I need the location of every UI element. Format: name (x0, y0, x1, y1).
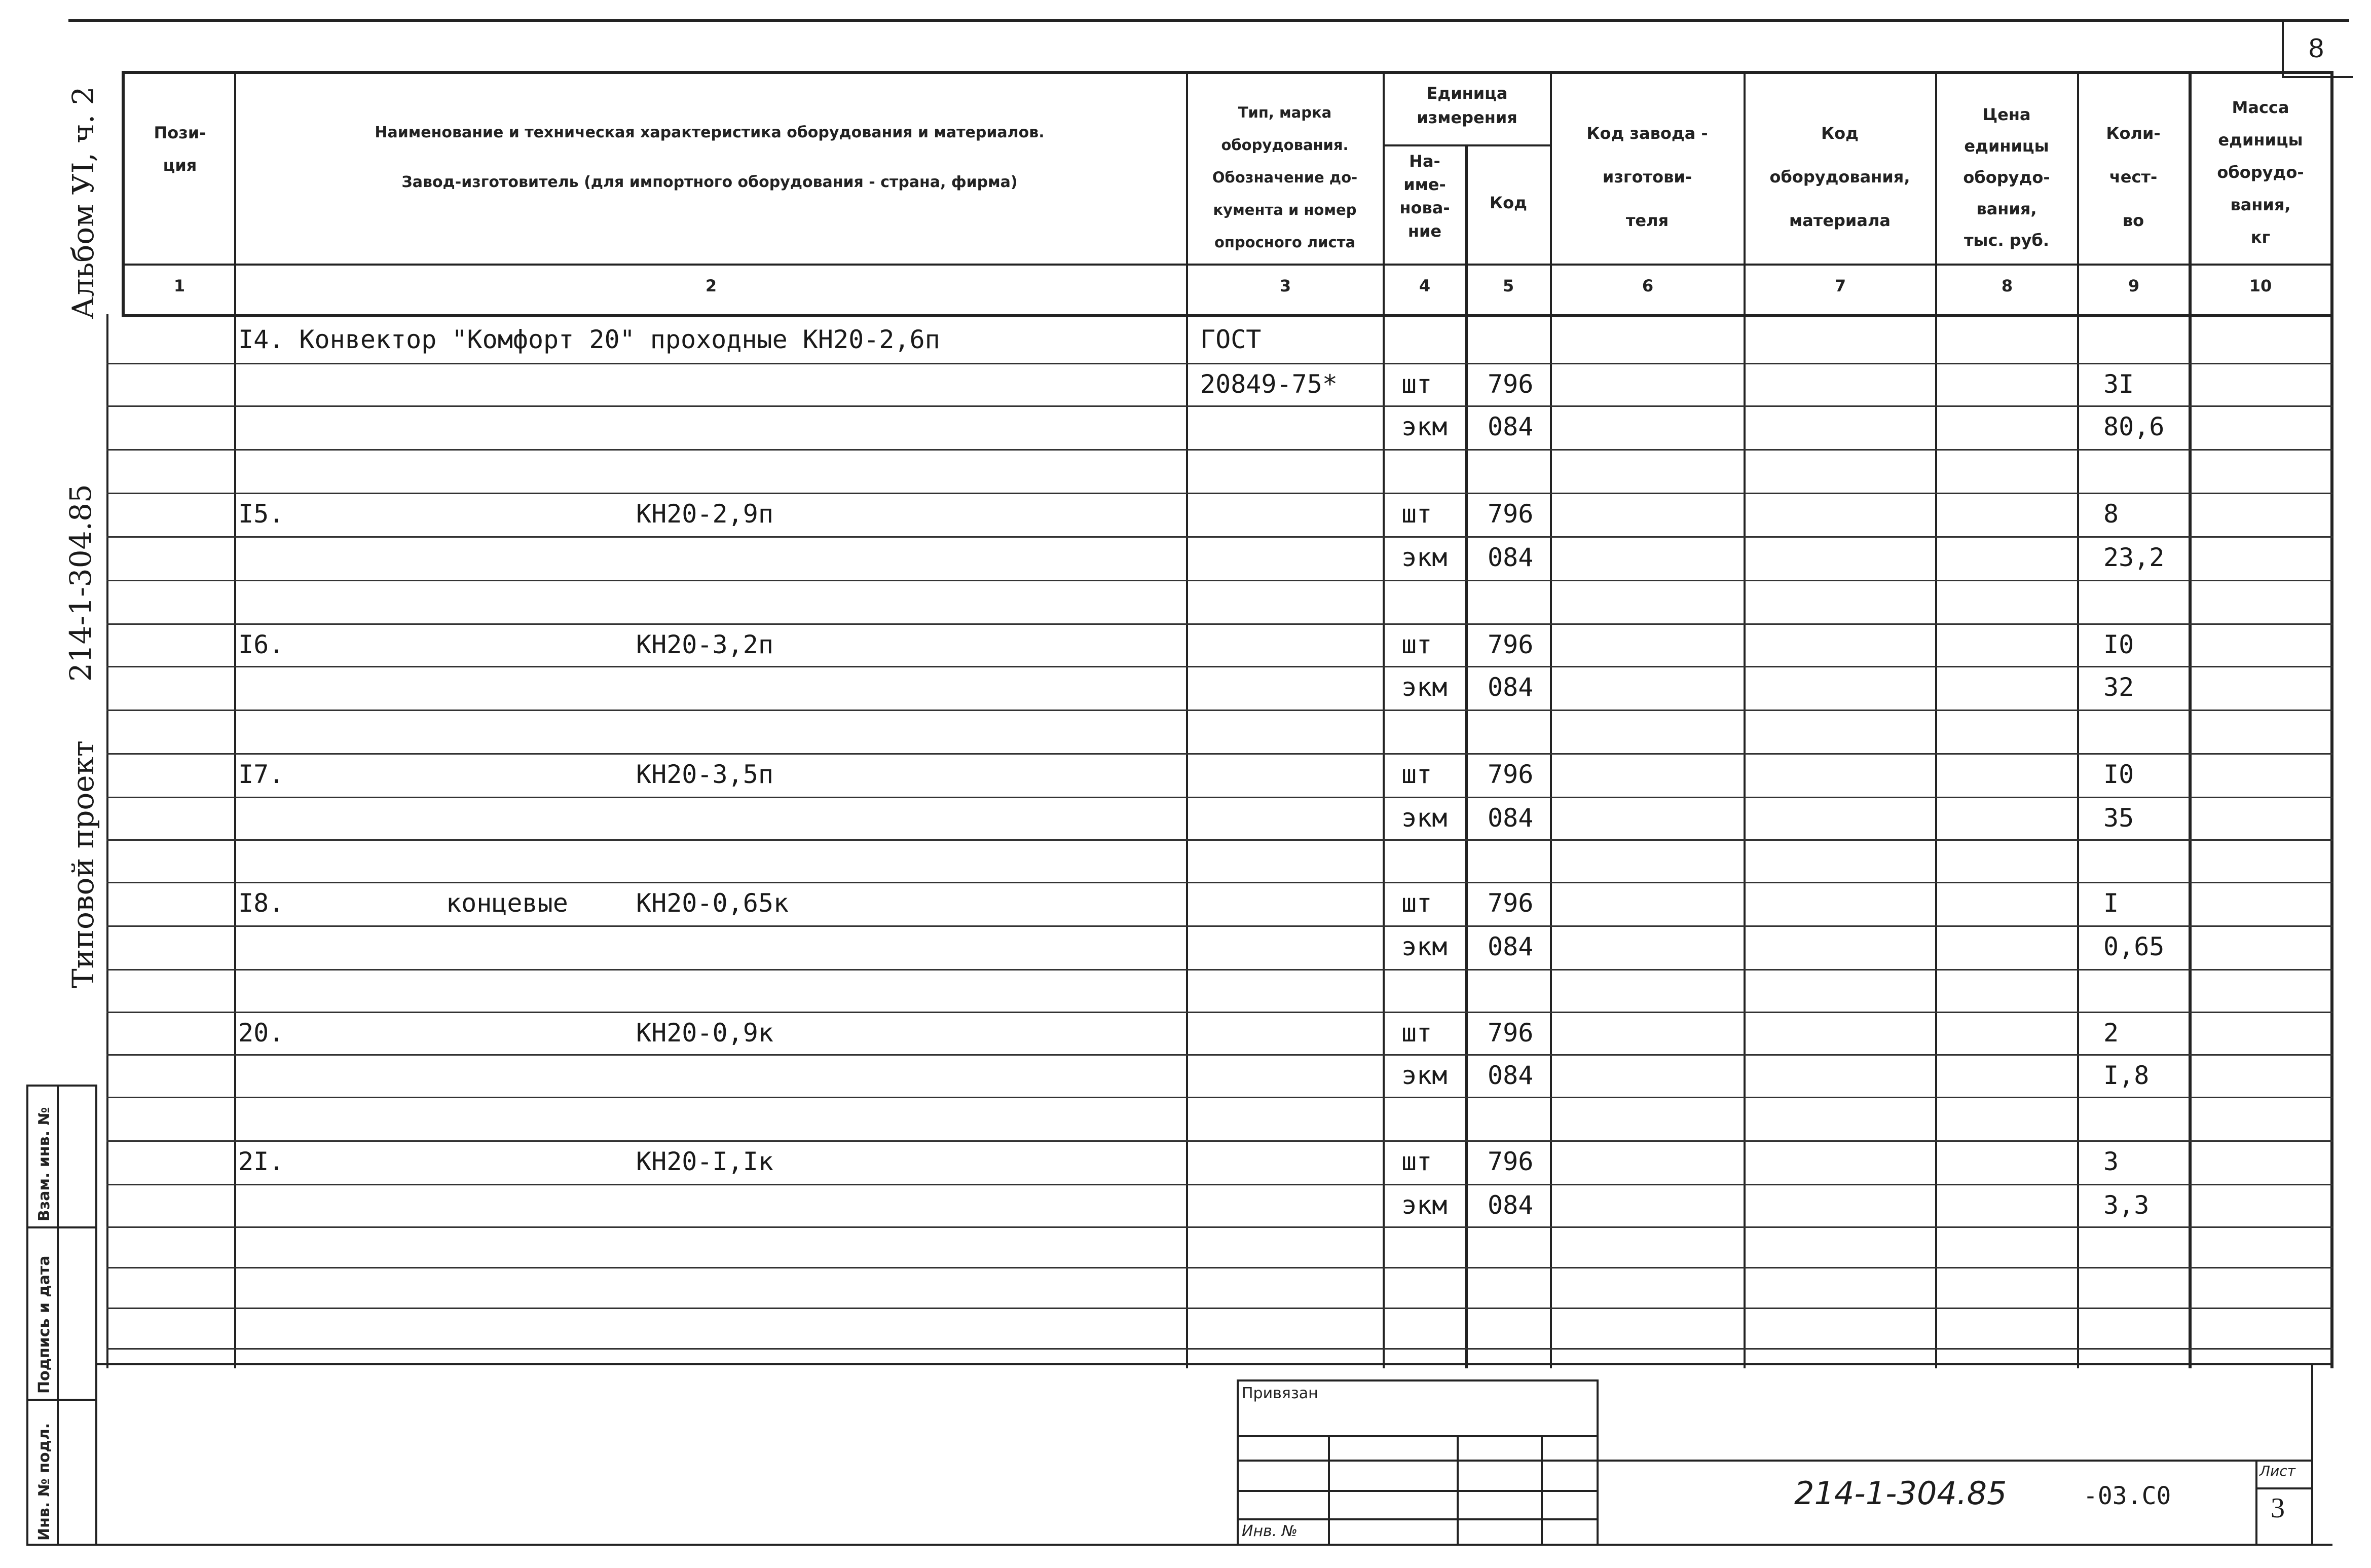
header-factory-code: Код завода - изготови- теля (1586, 124, 1708, 230)
unit-group-line (1383, 144, 1550, 146)
stamp-podpis: Подпись и дата (35, 1255, 53, 1394)
row-unit: шт (1401, 760, 1432, 789)
row-name: I7. (238, 760, 284, 789)
row-line (106, 1226, 2332, 1228)
header-name-line2: Завод-изготовитель (для импортного оборудования - страна, фирма) (401, 173, 1018, 191)
header-unit-code: Код (1490, 193, 1527, 212)
album-label: Альбом УI, ч. 2 (66, 86, 100, 319)
row-type: 20849-75* (1200, 369, 1338, 399)
col-line-7 (1935, 71, 1937, 1368)
row-unit: экм (1401, 1190, 1448, 1220)
tb-right (1597, 1379, 1599, 1546)
row-line (106, 493, 2332, 494)
row-model: КН20-0,65к (636, 888, 789, 918)
row-model: КН20-3,5п (636, 760, 773, 789)
header-name-line1: Наименование и техническая характеристика оборудования и материалов. (375, 124, 1045, 141)
row-line (106, 1140, 2332, 1142)
row-line (106, 1054, 2332, 1056)
list-box-div (2255, 1487, 2312, 1489)
row-code: 084 (1488, 803, 1534, 833)
row-unit: экм (1401, 543, 1448, 572)
row-code: 796 (1488, 369, 1534, 399)
frame-right-bottom (2311, 1363, 2313, 1546)
row-unit: экм (1401, 932, 1448, 961)
row-qty: 3 (2103, 1147, 2119, 1176)
row-unit: шт (1401, 499, 1432, 529)
row-code: 084 (1488, 1190, 1534, 1220)
row-type: ГОСТ (1200, 325, 1262, 354)
row-unit: экм (1401, 412, 1448, 441)
privyazan-label: Привязан (1242, 1385, 1318, 1402)
doc-suffix: -03.C0 (2083, 1482, 2171, 1510)
col-line-5 (1550, 71, 1552, 1368)
row-line (106, 363, 2332, 364)
row-line (106, 1348, 2332, 1350)
row-line (106, 969, 2332, 970)
row-line (106, 839, 2332, 841)
top-frame-line (68, 19, 2349, 22)
row-model: КН20-0,9к (636, 1018, 773, 1048)
row-qty: 80,6 (2103, 412, 2165, 441)
colnum-10: 10 (2249, 276, 2272, 295)
row-qty: 8 (2103, 499, 2119, 529)
row-model: КН20-2,9п (636, 499, 773, 529)
row-code: 084 (1488, 673, 1534, 702)
tb-col1 (1328, 1435, 1330, 1546)
row-code: 084 (1488, 932, 1534, 961)
row-line (106, 925, 2332, 927)
row-code: 796 (1488, 630, 1534, 659)
row-qty: 2 (2103, 1018, 2119, 1048)
row-qty: 3,3 (2103, 1190, 2150, 1220)
row-name: I6. (238, 630, 284, 659)
row-code: 084 (1488, 412, 1534, 441)
row-line (106, 797, 2332, 798)
row-unit: шт (1401, 1018, 1432, 1048)
row-qty: 23,2 (2103, 543, 2165, 572)
row-unit: шт (1401, 888, 1432, 918)
table-top (122, 71, 2332, 74)
colnum-4: 4 (1419, 276, 1431, 295)
tb-top (1237, 1379, 1599, 1382)
row-code: 796 (1488, 1018, 1534, 1048)
row-qty: 35 (2103, 803, 2134, 833)
row-code: 796 (1488, 888, 1534, 918)
row-line (106, 449, 2332, 451)
stamp-right (95, 1085, 97, 1546)
colnum-9: 9 (2128, 276, 2140, 295)
row-qty: I (2103, 888, 2119, 918)
tb-col3 (1541, 1435, 1543, 1546)
list-label: Лист (2259, 1463, 2295, 1479)
row-line (106, 1097, 2332, 1098)
colnum-5: 5 (1502, 276, 1514, 295)
col-line-2 (1186, 71, 1188, 1368)
row-qty: 3I (2103, 369, 2134, 399)
stamp-top (26, 1085, 97, 1087)
row-code: 796 (1488, 499, 1534, 529)
row-line (106, 405, 2332, 407)
side-project-code: 214-1-304.85 (63, 484, 98, 682)
row-unit: шт (1401, 630, 1432, 659)
row-qty: I,8 (2103, 1061, 2150, 1090)
row-line (106, 753, 2332, 755)
row-name: I5. (238, 499, 284, 529)
tb-line1 (1237, 1435, 1599, 1437)
tb-line4 (1237, 1518, 1599, 1520)
row-line (106, 882, 2332, 883)
row-name: I8. (238, 888, 284, 918)
header-unit-group: Единица измерения (1417, 84, 1517, 127)
row-name: 2I. (238, 1147, 284, 1176)
stamp-left (26, 1085, 28, 1546)
row-line (106, 666, 2332, 667)
table-bottom (95, 1363, 2332, 1365)
row-line (106, 1184, 2332, 1185)
colnum-3: 3 (1279, 276, 1291, 295)
header-mass: Масса единицы оборудо- вания, кг (2217, 98, 2304, 247)
stamp-inv: Инв. № подл. (35, 1423, 53, 1541)
row-line (106, 1267, 2332, 1268)
row-line (106, 1012, 2332, 1013)
row-unit: шт (1401, 369, 1432, 399)
colnum-1: 1 (173, 276, 186, 295)
row-name: I4. Конвектор "Комфорт 20" проходные КН20-2,6п (238, 325, 940, 354)
page-box-left (2282, 20, 2284, 77)
row-name: 20. (238, 1018, 284, 1048)
col-line-1 (234, 71, 236, 1368)
inv-no-label: Инв. № (1242, 1522, 1298, 1540)
header-unit-name: На- име- нова- ние (1399, 152, 1450, 241)
header-type: Тип, марка оборудования. Обозначение до- кумента и номер опросного листа (1212, 104, 1358, 251)
col-line-9 (2189, 71, 2192, 1368)
code-top-line (1597, 1460, 2312, 1462)
row-mid: концевые (446, 888, 568, 918)
tb-line2 (1237, 1460, 1599, 1462)
row-code: 796 (1488, 1147, 1534, 1176)
colnum-8: 8 (2001, 276, 2013, 295)
row-qty: I0 (2103, 760, 2134, 789)
col-line-6 (1744, 71, 1746, 1368)
header-bottom (122, 264, 2332, 266)
list-box-left (2255, 1460, 2257, 1546)
row-model: КН20-3,2п (636, 630, 773, 659)
stamp-bottom (26, 1544, 97, 1546)
stamp-div-2 (26, 1399, 97, 1401)
tb-line3 (1237, 1490, 1599, 1492)
doc-code: 214-1-304.85 (1794, 1475, 2007, 1512)
row-qty: 32 (2103, 673, 2134, 702)
row-qty: I0 (2103, 630, 2134, 659)
side-project-type: Типовой проект (66, 740, 100, 988)
row-line (106, 1308, 2332, 1309)
page-number: 8 (2308, 33, 2324, 63)
row-unit: шт (1401, 1147, 1432, 1176)
row-line (106, 580, 2332, 581)
header-equipment-code: Код оборудования, материала (1769, 124, 1910, 230)
row-line (106, 623, 2332, 625)
colnum-6: 6 (1642, 276, 1654, 295)
table-right (2330, 71, 2333, 1368)
header-position: Пози- ция (154, 123, 206, 175)
stamp-mid (57, 1085, 59, 1546)
row-qty: 0,65 (2103, 932, 2165, 961)
row-unit: экм (1401, 1061, 1448, 1090)
row-unit: экм (1401, 803, 1448, 833)
tb-col2 (1457, 1435, 1459, 1546)
colnum-7: 7 (1834, 276, 1846, 295)
page-bottom (95, 1544, 2332, 1546)
row-code: 084 (1488, 1061, 1534, 1090)
col-line-3 (1383, 71, 1385, 1368)
col-line-8 (2077, 71, 2079, 1368)
stamp-vzam: Взам. инв. № (35, 1107, 53, 1221)
page-box-bottom (2282, 76, 2353, 78)
header-quantity: Коли- чест- во (2106, 124, 2161, 230)
row-unit: экм (1401, 673, 1448, 702)
colnum-2: 2 (705, 276, 717, 295)
stamp-div-1 (26, 1226, 97, 1228)
list-number: 3 (2271, 1492, 2285, 1524)
row-code: 796 (1488, 760, 1534, 789)
row-model: КН20-I,Iк (636, 1147, 773, 1176)
row-line (106, 536, 2332, 538)
tb-left (1237, 1379, 1239, 1546)
table-left-body (106, 314, 108, 1368)
colnum-bottom (122, 314, 2332, 317)
header-price: Цена единицы оборудо- вания, тыс. руб. (1963, 105, 2050, 250)
row-line (106, 710, 2332, 711)
row-code: 084 (1488, 543, 1534, 572)
